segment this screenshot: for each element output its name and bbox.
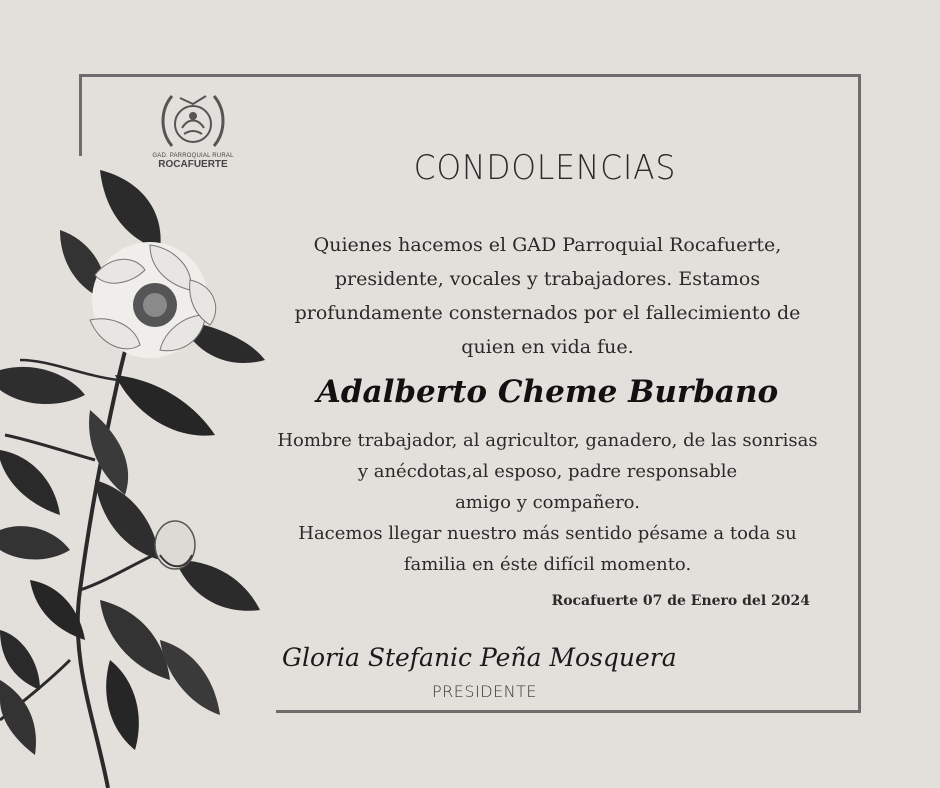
signature-name: Gloria Stefanic Peña Mosquera — [282, 643, 677, 672]
logo-caption-line2: ROCAFUERTE — [158, 159, 228, 170]
tribute-line: familia en éste difícil momento. — [403, 554, 692, 575]
deceased-name: Adalberto Cheme Burbano — [316, 374, 779, 410]
flower-illustration — [0, 160, 270, 788]
tribute-line: Hacemos llegar nuestro más sentido pésame a toda su — [298, 523, 797, 544]
logo-caption-line1: GAD. PARROQUIAL RURAL — [152, 153, 234, 159]
intro-line: presidente, vocales y trabajadores. Estamos — [334, 268, 761, 290]
tribute-paragraph — [255, 425, 840, 580]
frame-top-border — [79, 74, 861, 77]
intro-line: profundamente consternados por el fallecimiento de — [294, 302, 801, 324]
frame-right-border — [858, 74, 861, 713]
date-line: Rocafuerte 07 de Enero del 2024 — [551, 593, 810, 609]
logo-emblem-icon — [156, 88, 230, 152]
tribute-line: y anécdotas,al esposo, padre responsable — [357, 461, 738, 482]
intro-line: Quienes hacemos el GAD Parroquial Rocafuerte, — [313, 234, 782, 256]
tribute-line: Hombre trabajador, al agricultor, ganadero, de las sonrisas — [277, 430, 818, 451]
frame-bottom-border — [276, 710, 861, 713]
intro-paragraph — [270, 228, 825, 364]
frame-left-border — [79, 74, 82, 156]
signature-role: PRESIDENTE — [432, 682, 538, 701]
page-title: CONDOLENCIAS — [413, 148, 677, 188]
gad-logo — [150, 88, 236, 180]
intro-line: quien en vida fue. — [461, 336, 634, 358]
tribute-line: amigo y compañero. — [455, 492, 640, 513]
